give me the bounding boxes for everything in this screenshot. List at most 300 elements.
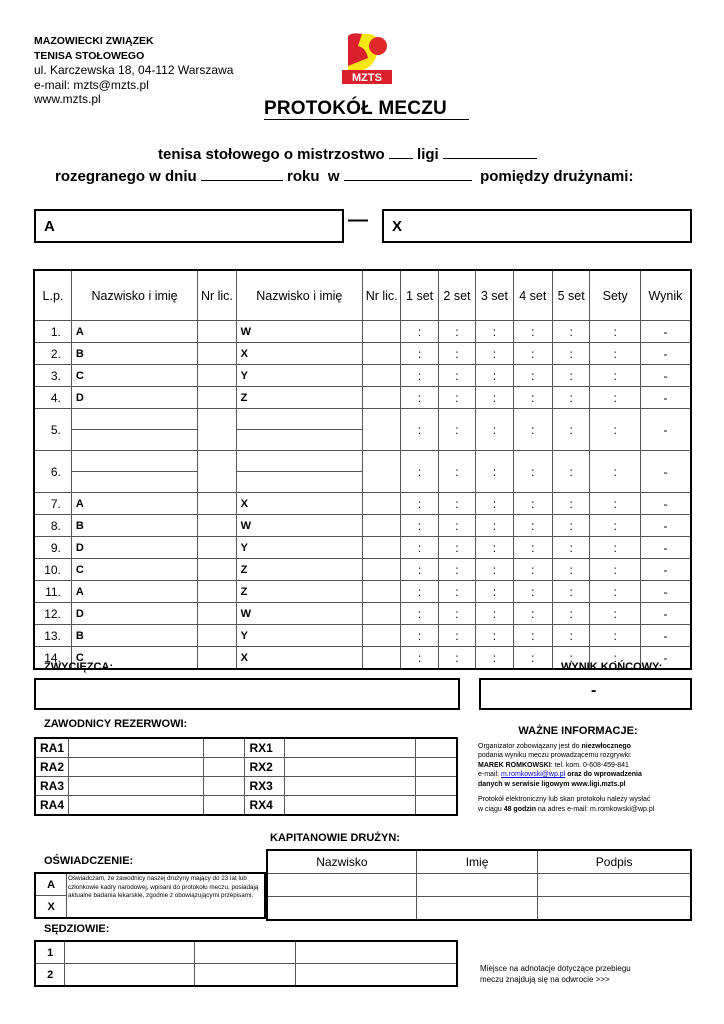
- referee-1-firstname-field[interactable]: [194, 941, 296, 964]
- row-number: 1.: [34, 321, 71, 343]
- set-5-score-field[interactable]: :: [552, 493, 589, 515]
- captain-a-firstname-field[interactable]: [416, 874, 537, 897]
- set-3-score-field[interactable]: :: [476, 451, 513, 493]
- reserve-x-license-field[interactable]: [415, 738, 457, 758]
- player-x-license-field[interactable]: [362, 559, 400, 581]
- set-5-score-field[interactable]: :: [552, 365, 589, 387]
- header-set-3: 3 set: [476, 270, 513, 321]
- place-field[interactable]: [344, 168, 472, 181]
- set-4-score-field[interactable]: :: [513, 387, 552, 409]
- sets-score-field[interactable]: :: [590, 343, 641, 365]
- set-3-score-field[interactable]: :: [476, 493, 513, 515]
- info-email-link[interactable]: m.romkowski@wp.pl: [500, 771, 566, 778]
- player-x-license-field[interactable]: [362, 321, 400, 343]
- final-result-field[interactable]: [479, 678, 692, 710]
- table-header-row: [34, 270, 691, 321]
- set-1-score-field[interactable]: :: [401, 343, 438, 365]
- intro-line-2: [55, 168, 633, 185]
- header-license-a: Nr lic.: [198, 270, 236, 321]
- player-a-license-field[interactable]: [198, 625, 236, 647]
- winner-field[interactable]: [34, 678, 460, 710]
- reserve-row: [35, 796, 457, 816]
- player-x-license-field[interactable]: [362, 537, 400, 559]
- sets-score-field[interactable]: :: [590, 581, 641, 603]
- captain-x-surname-field[interactable]: [267, 897, 416, 921]
- set-5-score-field[interactable]: :: [552, 581, 589, 603]
- player-a-name[interactable]: D: [71, 537, 197, 559]
- declaration-text: Oświadczam, że zawodnicy naszej drużyny mający do 23 lat lub członkowie kadry narodowej, wpisani do protokołu meczu, posiadają aktualne badania lekarskie, zgodnie z obowiązującymi przepisami.: [68, 875, 259, 900]
- table-row: [34, 321, 691, 343]
- header-set-2: 2 set: [438, 270, 475, 321]
- player-x-license-field[interactable]: [362, 603, 400, 625]
- sets-score-field[interactable]: :: [590, 537, 641, 559]
- set-3-score-field[interactable]: :: [476, 559, 513, 581]
- sets-score-field[interactable]: :: [590, 321, 641, 343]
- info-paragraph-2: [478, 795, 678, 814]
- set-2-score-field[interactable]: :: [438, 493, 475, 515]
- set-1-score-field[interactable]: :: [401, 647, 438, 670]
- team-x-field[interactable]: [382, 209, 692, 243]
- reserve-x-license-field[interactable]: [415, 777, 457, 796]
- referee-row-1: [35, 941, 457, 964]
- player-a-license-field[interactable]: [198, 451, 236, 493]
- set-2-score-field[interactable]: :: [438, 625, 475, 647]
- info-text: na adres e-mail: m.romkowski@wp.pl: [535, 805, 655, 813]
- info-paragraph-1: [478, 742, 678, 790]
- header-name-a: Nazwisko i imię: [71, 270, 197, 321]
- set-1-score-field[interactable]: :: [401, 409, 438, 451]
- table-row: [34, 343, 691, 365]
- reserve-x-license-field[interactable]: [415, 758, 457, 777]
- organization-info: [34, 34, 233, 107]
- info-contact-name: MAREK ROMKOWSKI: [478, 761, 551, 769]
- reserves-label: ZAWODNICY REZERWOWI:: [44, 718, 188, 730]
- set-2-score-field[interactable]: :: [438, 321, 475, 343]
- row-number: 7.: [34, 493, 71, 515]
- set-2-score-field[interactable]: :: [438, 537, 475, 559]
- captains-table: [266, 849, 692, 921]
- player-a-name[interactable]: A: [71, 581, 197, 603]
- set-1-score-field[interactable]: :: [401, 581, 438, 603]
- row-number: 5.: [34, 409, 71, 451]
- set-2-score-field[interactable]: :: [438, 387, 475, 409]
- row-number: 14.: [34, 647, 71, 670]
- set-5-score-field[interactable]: :: [552, 321, 589, 343]
- table-row: [34, 451, 691, 493]
- row-number: 11.: [34, 581, 71, 603]
- result-field[interactable]: -: [640, 343, 691, 365]
- captains-header-row: [267, 850, 691, 874]
- player-a-license-field[interactable]: [198, 343, 236, 365]
- row-number: 9.: [34, 537, 71, 559]
- set-3-score-field[interactable]: :: [476, 581, 513, 603]
- reserve-a-name-field[interactable]: [69, 796, 203, 816]
- set-4-score-field[interactable]: :: [513, 515, 552, 537]
- set-5-score-field[interactable]: :: [552, 343, 589, 365]
- result-field[interactable]: -: [640, 537, 691, 559]
- player-a-name-field[interactable]: [71, 451, 197, 493]
- player-x-name[interactable]: X: [236, 647, 362, 670]
- set-1-score-field[interactable]: :: [401, 515, 438, 537]
- set-3-score-field[interactable]: :: [476, 625, 513, 647]
- row-number: 8.: [34, 515, 71, 537]
- set-4-score-field[interactable]: :: [513, 365, 552, 387]
- player-x-name-field[interactable]: [236, 451, 362, 493]
- info-text-bold: niezwłocznego: [581, 742, 631, 750]
- referee-row-2: [35, 964, 457, 987]
- reserve-a-name-field[interactable]: [69, 738, 203, 758]
- set-2-score-field[interactable]: :: [438, 343, 475, 365]
- referee-2-signature-field[interactable]: [296, 964, 457, 987]
- row-number: 12.: [34, 603, 71, 625]
- header-name-x: Nazwisko i imię: [236, 270, 362, 321]
- set-4-score-field[interactable]: :: [513, 343, 552, 365]
- header-result: Wynik: [640, 270, 691, 321]
- player-a-license-field[interactable]: [198, 387, 236, 409]
- set-4-score-field[interactable]: :: [513, 559, 552, 581]
- reserves-table: [34, 737, 458, 816]
- player-x-license-field[interactable]: [362, 365, 400, 387]
- referee-number: 2: [35, 964, 65, 987]
- set-1-score-field[interactable]: :: [401, 493, 438, 515]
- row-number: 6.: [34, 451, 71, 493]
- set-2-score-field[interactable]: :: [438, 409, 475, 451]
- set-3-score-field[interactable]: :: [476, 537, 513, 559]
- league-name-field[interactable]: [443, 146, 537, 159]
- player-a-license-field[interactable]: [198, 537, 236, 559]
- captains-header-surname: Nazwisko: [267, 850, 416, 874]
- set-5-score-field[interactable]: :: [552, 647, 589, 670]
- set-4-score-field[interactable]: :: [513, 603, 552, 625]
- captains-header-firstname: Imię: [416, 850, 537, 874]
- player-x-name[interactable]: W: [236, 321, 362, 343]
- set-4-score-field[interactable]: :: [513, 537, 552, 559]
- set-2-score-field[interactable]: :: [438, 365, 475, 387]
- header-set-5: 5 set: [552, 270, 589, 321]
- sets-score-field[interactable]: :: [590, 647, 641, 670]
- info-text-bold: oraz do wprowadzenia: [565, 771, 642, 778]
- reserve-x-label: RX3: [245, 777, 285, 796]
- org-name-line2: TENISA STOŁOWEGO: [34, 49, 145, 62]
- player-a-license-field[interactable]: [198, 515, 236, 537]
- reserve-a-license-field[interactable]: [203, 796, 245, 816]
- reserve-a-license-field[interactable]: [203, 738, 245, 758]
- player-a-license-field[interactable]: [198, 493, 236, 515]
- player-a-license-field[interactable]: [198, 603, 236, 625]
- intro-place-label: w: [327, 168, 340, 185]
- set-2-score-field[interactable]: :: [438, 515, 475, 537]
- sets-score-field[interactable]: :: [590, 625, 641, 647]
- set-2-score-field[interactable]: :: [438, 603, 475, 625]
- row-number: 2.: [34, 343, 71, 365]
- footer-note-line1: Miejsce na adnotacje dotyczące przebiegu: [480, 964, 631, 973]
- reserve-x-name-field[interactable]: [285, 758, 415, 777]
- reserve-a-license-field[interactable]: [203, 758, 245, 777]
- player-a-name[interactable]: D: [71, 603, 197, 625]
- match-table: [33, 269, 692, 670]
- final-result-value: -: [591, 682, 597, 699]
- reserve-a-label: RA3: [35, 777, 69, 796]
- table-row: [34, 603, 691, 625]
- player-x-name[interactable]: W: [236, 515, 362, 537]
- declaration-label: OŚWIADCZENIE:: [44, 855, 134, 867]
- set-1-score-field[interactable]: :: [401, 451, 438, 493]
- header-license-x: Nr lic.: [362, 270, 400, 321]
- table-row: [34, 409, 691, 451]
- logo-text: MZTS: [352, 72, 382, 84]
- referee-2-surname-field[interactable]: [65, 964, 194, 987]
- reserve-x-name-field[interactable]: [285, 777, 415, 796]
- player-x-license-field[interactable]: [362, 409, 400, 451]
- info-deadline: 48 godzin: [503, 805, 536, 813]
- intro-year-label: roku: [287, 168, 320, 185]
- reserve-x-license-field[interactable]: [415, 796, 457, 816]
- player-x-name[interactable]: Z: [236, 581, 362, 603]
- set-2-score-field[interactable]: :: [438, 559, 475, 581]
- reserve-a-name-field[interactable]: [69, 758, 203, 777]
- player-a-name[interactable]: B: [71, 625, 197, 647]
- player-x-name[interactable]: Y: [236, 365, 362, 387]
- set-4-score-field[interactable]: :: [513, 647, 552, 670]
- result-field[interactable]: -: [640, 321, 691, 343]
- captain-a-signature-field[interactable]: [538, 874, 691, 897]
- intro-league-label: ligi: [417, 146, 439, 163]
- player-a-name[interactable]: C: [71, 559, 197, 581]
- player-x-license-field[interactable]: [362, 647, 400, 670]
- set-5-score-field[interactable]: :: [552, 625, 589, 647]
- org-website: www.mzts.pl: [34, 92, 101, 106]
- player-a-license-field[interactable]: [198, 409, 236, 451]
- intro-line-1: [158, 146, 537, 163]
- captain-row-a: [267, 874, 691, 897]
- reserve-a-name-field[interactable]: [69, 777, 203, 796]
- set-4-score-field[interactable]: :: [513, 321, 552, 343]
- row-number: 13.: [34, 625, 71, 647]
- reserve-row: [35, 738, 457, 758]
- captain-x-firstname-field[interactable]: [416, 897, 537, 921]
- set-5-score-field[interactable]: :: [552, 409, 589, 451]
- set-4-score-field[interactable]: :: [513, 581, 552, 603]
- org-name-line1: MAZOWIECKI ZWIĄZEK: [34, 35, 154, 47]
- player-x-license-field[interactable]: [362, 493, 400, 515]
- player-x-license-field[interactable]: [362, 515, 400, 537]
- final-result-label: WYNIK KOŃCOWY:: [561, 661, 663, 673]
- result-field[interactable]: -: [640, 647, 691, 670]
- info-contact-phone: : tel. kom. 0-608-459-841: [550, 761, 629, 769]
- set-3-score-field[interactable]: :: [476, 343, 513, 365]
- sets-score-field[interactable]: :: [590, 409, 641, 451]
- result-field[interactable]: -: [640, 451, 691, 493]
- player-x-license-field[interactable]: [362, 451, 400, 493]
- table-row: [34, 365, 691, 387]
- reserve-a-label: RA4: [35, 796, 69, 816]
- result-field[interactable]: -: [640, 559, 691, 581]
- info-text: e-mail:: [478, 771, 501, 778]
- sets-score-field[interactable]: :: [590, 493, 641, 515]
- set-1-score-field[interactable]: :: [401, 537, 438, 559]
- player-a-name[interactable]: C: [71, 647, 197, 670]
- player-a-name[interactable]: B: [71, 343, 197, 365]
- table-row: [34, 625, 691, 647]
- set-3-score-field[interactable]: :: [476, 515, 513, 537]
- row-number: 10.: [34, 559, 71, 581]
- set-2-score-field[interactable]: :: [438, 451, 475, 493]
- player-a-license-field[interactable]: [198, 559, 236, 581]
- set-3-score-field[interactable]: :: [476, 365, 513, 387]
- table-row: [34, 493, 691, 515]
- set-5-score-field[interactable]: :: [552, 451, 589, 493]
- player-x-name-field[interactable]: [236, 409, 362, 451]
- info-title: WAŻNE INFORMACJE:: [518, 725, 638, 737]
- player-x-license-field[interactable]: [362, 625, 400, 647]
- reserve-x-name-field[interactable]: [285, 796, 415, 816]
- player-a-name-field[interactable]: [71, 409, 197, 451]
- reserve-a-label: RA2: [35, 758, 69, 777]
- result-field[interactable]: -: [640, 493, 691, 515]
- player-a-license-field[interactable]: [198, 647, 236, 670]
- title-text: PROTOKÓŁ MECZU: [264, 98, 469, 120]
- player-a-license-field[interactable]: [198, 321, 236, 343]
- captains-label: KAPITANOWIE DRUŻYN:: [270, 832, 400, 844]
- player-x-name[interactable]: W: [236, 603, 362, 625]
- player-x-name[interactable]: Y: [236, 625, 362, 647]
- referee-2-firstname-field[interactable]: [194, 964, 296, 987]
- date-field[interactable]: [201, 168, 283, 181]
- set-5-score-field[interactable]: :: [552, 603, 589, 625]
- reserve-a-label: RA1: [35, 738, 69, 758]
- declaration-team-a: A: [35, 873, 67, 896]
- result-field[interactable]: -: [640, 625, 691, 647]
- org-address: ul. Karczewska 18, 04-112 Warszawa: [34, 63, 234, 77]
- org-email: e-mail: mzts@mzts.pl: [34, 77, 149, 92]
- captain-row-x: [267, 897, 691, 921]
- intro-date-label: rozegranego w dniu: [55, 168, 197, 185]
- set-4-score-field[interactable]: :: [513, 409, 552, 451]
- reserve-row: [35, 777, 457, 796]
- player-a-license-field[interactable]: [198, 581, 236, 603]
- reserve-x-label: RX1: [245, 738, 285, 758]
- reserve-a-license-field[interactable]: [203, 777, 245, 796]
- referee-number: 1: [35, 941, 65, 964]
- sets-score-field[interactable]: :: [590, 603, 641, 625]
- set-5-score-field[interactable]: :: [552, 387, 589, 409]
- referee-1-signature-field[interactable]: [296, 941, 457, 964]
- match-table-body: [34, 321, 691, 670]
- result-field[interactable]: -: [640, 387, 691, 409]
- player-a-name[interactable]: B: [71, 515, 197, 537]
- set-1-score-field[interactable]: :: [401, 603, 438, 625]
- league-level-field[interactable]: [389, 146, 413, 159]
- player-x-license-field[interactable]: [362, 581, 400, 603]
- captain-a-surname-field[interactable]: [267, 874, 416, 897]
- set-3-score-field[interactable]: :: [476, 647, 513, 670]
- mzts-logo: [340, 30, 394, 86]
- set-1-score-field[interactable]: :: [401, 365, 438, 387]
- info-text: w ciągu: [478, 805, 504, 813]
- set-1-score-field[interactable]: :: [401, 321, 438, 343]
- player-x-name[interactable]: Z: [236, 387, 362, 409]
- set-2-score-field[interactable]: :: [438, 581, 475, 603]
- set-5-score-field[interactable]: :: [552, 515, 589, 537]
- important-info: [478, 727, 678, 814]
- set-3-score-field[interactable]: :: [476, 321, 513, 343]
- row-number: 3.: [34, 365, 71, 387]
- reserve-x-name-field[interactable]: [285, 738, 415, 758]
- footer-note: [480, 964, 631, 985]
- footer-note-line2: meczu znajdują się na odwrocie >>>: [480, 974, 610, 984]
- player-a-name[interactable]: C: [71, 365, 197, 387]
- info-text: Protokół elektroniczny lub skan protokołu należy wysłać: [478, 796, 651, 803]
- sets-score-field[interactable]: :: [590, 451, 641, 493]
- sets-score-field[interactable]: :: [590, 559, 641, 581]
- set-1-score-field[interactable]: :: [401, 625, 438, 647]
- set-5-score-field[interactable]: :: [552, 559, 589, 581]
- set-1-score-field[interactable]: :: [401, 559, 438, 581]
- set-5-score-field[interactable]: :: [552, 537, 589, 559]
- set-3-score-field[interactable]: :: [476, 387, 513, 409]
- declaration-team-x: X: [35, 896, 67, 919]
- result-field[interactable]: -: [640, 365, 691, 387]
- captains-header-signature: Podpis: [538, 850, 691, 874]
- set-3-score-field[interactable]: :: [476, 409, 513, 451]
- referee-1-surname-field[interactable]: [65, 941, 194, 964]
- set-2-score-field[interactable]: :: [438, 647, 475, 670]
- winner-label: ZWYCIĘZCA:: [44, 661, 114, 673]
- table-row: [34, 387, 691, 409]
- result-field[interactable]: -: [640, 515, 691, 537]
- team-a-field[interactable]: [34, 209, 344, 243]
- player-x-name[interactable]: Y: [236, 537, 362, 559]
- intro-teams-label: pomiędzy drużynami:: [480, 168, 634, 185]
- player-x-license-field[interactable]: [362, 343, 400, 365]
- table-row: [34, 515, 691, 537]
- reserve-x-label: RX4: [245, 796, 285, 816]
- result-field[interactable]: -: [640, 603, 691, 625]
- player-a-name[interactable]: D: [71, 387, 197, 409]
- set-4-score-field[interactable]: :: [513, 451, 552, 493]
- set-4-score-field[interactable]: :: [513, 493, 552, 515]
- player-a-license-field[interactable]: [198, 365, 236, 387]
- info-text: podania wyniku meczu prowadzącemu rozgrywki:: [478, 752, 632, 759]
- header-sets: Sety: [590, 270, 641, 321]
- player-a-name[interactable]: A: [71, 493, 197, 515]
- player-x-license-field[interactable]: [362, 387, 400, 409]
- set-3-score-field[interactable]: :: [476, 603, 513, 625]
- referees-table: [34, 940, 458, 987]
- table-row: [34, 559, 691, 581]
- intro-championship-label: tenisa stołowego o mistrzostwo: [158, 146, 385, 163]
- referees-label: SĘDZIOWIE:: [44, 923, 110, 935]
- sets-score-field[interactable]: :: [590, 387, 641, 409]
- set-4-score-field[interactable]: :: [513, 625, 552, 647]
- player-x-name[interactable]: Z: [236, 559, 362, 581]
- player-a-name[interactable]: A: [71, 321, 197, 343]
- result-field[interactable]: -: [640, 581, 691, 603]
- sets-score-field[interactable]: :: [590, 515, 641, 537]
- team-x-label: X: [392, 218, 403, 235]
- info-text: Organizator zobowiązany jest do: [478, 742, 582, 750]
- set-1-score-field[interactable]: :: [401, 387, 438, 409]
- player-x-name[interactable]: X: [236, 343, 362, 365]
- player-x-name[interactable]: X: [236, 493, 362, 515]
- sets-score-field[interactable]: :: [590, 365, 641, 387]
- row-number: 4.: [34, 387, 71, 409]
- result-field[interactable]: -: [640, 409, 691, 451]
- header-lp: L.p.: [34, 270, 71, 321]
- table-row: [34, 537, 691, 559]
- captain-x-signature-field[interactable]: [538, 897, 691, 921]
- header-set-4: 4 set: [513, 270, 552, 321]
